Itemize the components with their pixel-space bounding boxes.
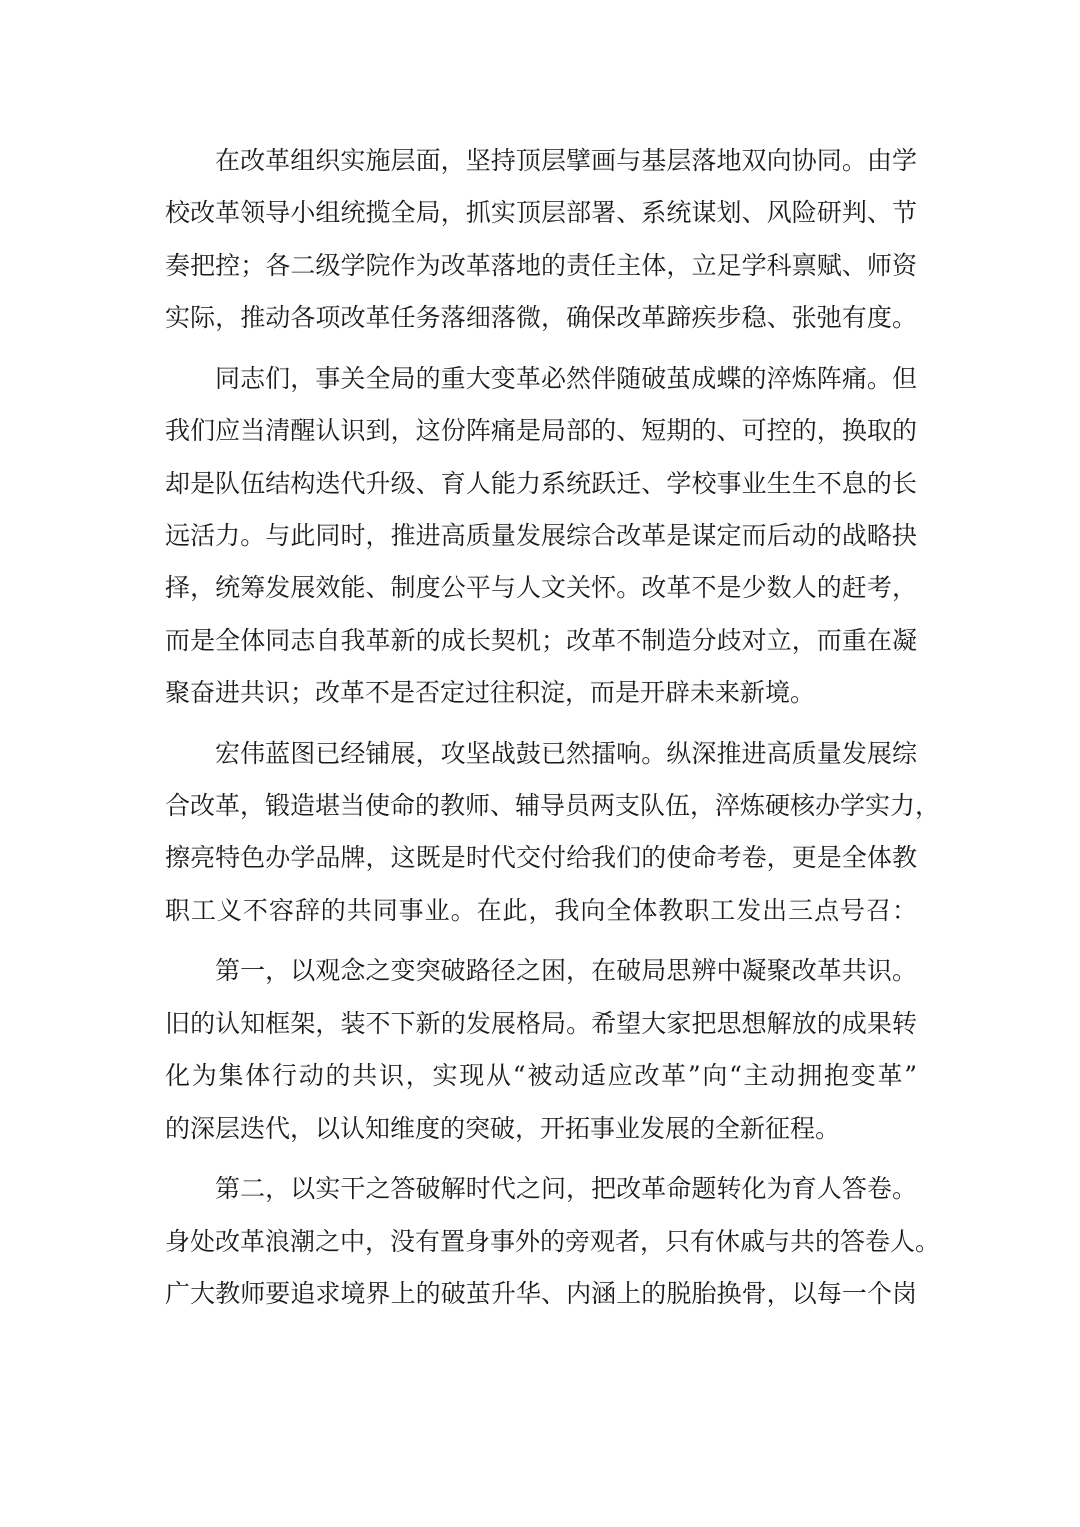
text-line: 第一，以观念之变突破路径之困，在破局思辨中凝聚改革共识。	[215, 956, 917, 986]
text-line: 广大教师要追求境界上的破茧升华、内涵上的脱胎换骨，以每一个岗	[165, 1278, 917, 1308]
text-line: 实际，推动各项改革任务落细落微，确保改革蹄疾步稳、张弛有度。	[165, 303, 917, 333]
text-line: 择，统筹发展效能、制度公平与人文关怀。改革不是少数人的赶考，	[165, 573, 917, 603]
text-line: 擦亮特色办学品牌，这既是时代交付给我们的使命考卷，更是全体教	[165, 843, 917, 873]
text-line: 合改革，锻造堪当使命的教师、辅导员两支队伍，淬炼硬核办学实力，	[165, 791, 941, 821]
text-line: 聚奋进共识；改革不是否定过往积淀，而是开辟未来新境。	[165, 678, 816, 708]
text-line: 第二，以实干之答破解时代之问，把改革命题转化为育人答卷。	[215, 1174, 917, 1204]
paragraph-blueprint	[165, 728, 941, 938]
paragraph-gap	[165, 345, 917, 353]
text-line: 化为集体行动的共识，实现从“被动适应改革”向“主动拥抱变革”	[165, 1061, 917, 1091]
text-line: 远活力。与此同时，推进高质量发展综合改革是谋定而后动的战略抉	[165, 520, 917, 550]
paragraph-comrades	[165, 353, 917, 720]
document-body	[165, 135, 941, 1320]
text-line: 身处改革浪潮之中，没有置身事外的旁观者，只有休戚与共的答卷人。	[165, 1226, 941, 1256]
text-line: 在改革组织实施层面，坚持顶层擘画与基层落地双向协同。由学	[215, 146, 917, 175]
text-line: 职工义不容辞的共同事业。在此，我向全体教职工发出三点号召：	[165, 895, 917, 925]
text-line: 宏伟蓝图已经铺展，攻坚战鼓已然擂响。纵深推进高质量发展综	[215, 738, 917, 768]
paragraph-gap	[165, 937, 917, 945]
text-line: 奏把控；各二级学院作为改革落地的责任主体，立足学科禀赋、师资	[165, 250, 917, 280]
text-line: 校改革领导小组统揽全局，抓实顶层部署、系统谋划、风险研判、节	[165, 198, 917, 228]
paragraph-gap	[165, 1155, 917, 1163]
paragraph-first	[165, 945, 917, 1155]
text-line: 而是全体同志自我革新的成长契机；改革不制造分歧对立，而重在凝	[165, 625, 917, 655]
text-line: 却是队伍结构迭代升级、育人能力系统跃迁、学校事业生生不息的长	[165, 468, 917, 498]
text-line: 的深层迭代，以认知维度的突破，开拓事业发展的全新征程。	[165, 1113, 841, 1143]
paragraph-gap	[165, 719, 917, 727]
text-line: 我们应当清醒认识到，这份阵痛是局部的、短期的、可控的，换取的	[165, 416, 917, 446]
text-line: 同志们，事关全局的重大变革必然伴随破茧成蝶的淬炼阵痛。但	[215, 363, 917, 393]
paragraph-organization	[165, 135, 917, 345]
text-line: 旧的认知框架，装不下新的发展格局。希望大家把思想解放的成果转	[165, 1008, 917, 1038]
paragraph-second	[165, 1163, 941, 1320]
